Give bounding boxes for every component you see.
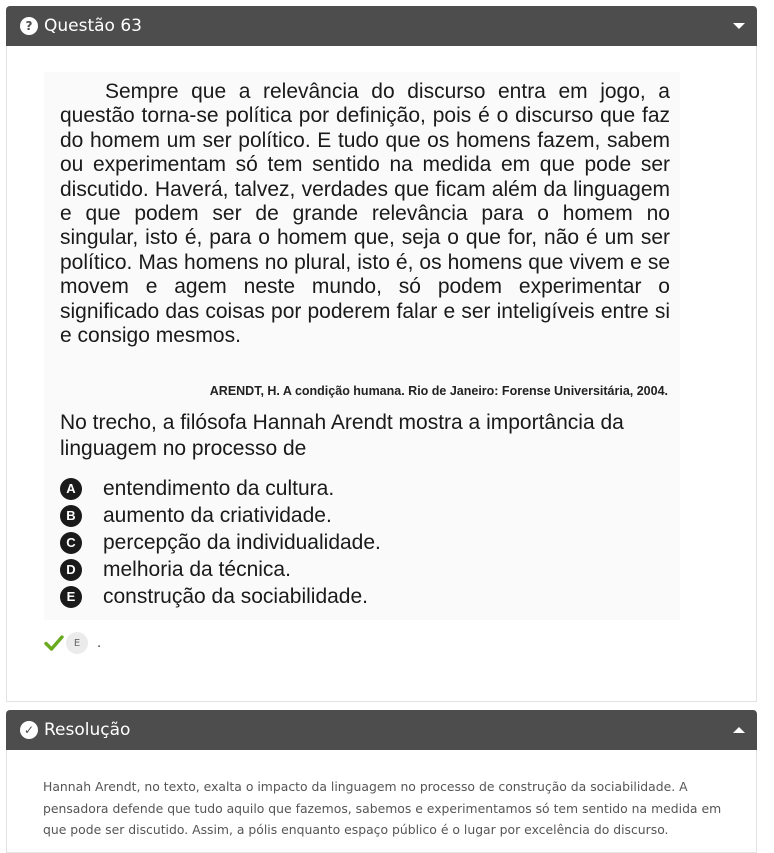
answer-letter-badge: E [66, 632, 88, 654]
option-text: percepção da individualidade. [103, 530, 381, 554]
question-circle-icon: ? [20, 17, 38, 35]
passage-source: ARENDT, H. A condição humana. Rio de Janeiro: Forense Universitária, 2004. [209, 384, 668, 398]
option-d [60, 556, 675, 583]
checkmark-icon [44, 634, 64, 652]
caret-up-icon[interactable] [733, 727, 745, 733]
caret-down-icon[interactable] [733, 23, 745, 29]
option-c [60, 529, 675, 556]
option-letter: D [60, 559, 82, 581]
option-letter: C [60, 532, 82, 554]
option-a [60, 475, 675, 502]
option-text: construção da sociabilidade. [103, 584, 369, 608]
answer-indicator [44, 632, 101, 654]
question-passage: Sempre que a relevância do discurso entra em jogo, a questão torna-se política por definição, pois é o discurso que faz do homem um ser político. E tudo que os homens fazem, sabem ou experimentam só tem sentido na medida em que pode ser discutido. Haverá, talvez, verdades que ficam além da linguagem e que podem ser de grande relevância para o homem no singular, isto é, para o homem que, seja o que for, não é um ser político. Mas homens no plural, isto é, os homens que vivem e se movem e agem neste mundo, só podem experimentar o significado das coisas por poderem falar e ser inteligíveis entre si e consigo mesmos. [60, 80, 670, 348]
question-prompt: No trecho, a filósofa Hannah Arendt mostra a importância da linguagem no processo de [60, 411, 624, 460]
question-panel-header[interactable] [6, 6, 757, 46]
question-title: Questão 63 [44, 16, 142, 36]
option-b [60, 502, 675, 529]
option-text: aumento da criatividade. [103, 503, 332, 527]
answer-options [60, 475, 675, 610]
option-letter: B [60, 505, 82, 527]
option-letter: E [60, 586, 82, 608]
resolution-title: Resolução [44, 720, 131, 740]
answer-suffix: . [97, 635, 102, 651]
check-circle-icon: ✓ [20, 721, 38, 739]
resolution-panel-header[interactable] [6, 710, 757, 750]
option-text: entendimento da cultura. [103, 476, 335, 500]
option-text: melhoria da técnica. [103, 557, 291, 581]
option-e [60, 583, 675, 610]
resolution-text: Hannah Arendt, no texto, exalta o impacto da linguagem no processo de construção da sociabilidade. A pensadora defende que tudo aquilo que fazemos, sabemos e experimentamos só tem sentido na medida em que pode ser discutido. Assim, a pólis enquanto espaço público é o lugar por excelência do discurso. [43, 779, 722, 837]
option-letter: A [60, 478, 82, 500]
